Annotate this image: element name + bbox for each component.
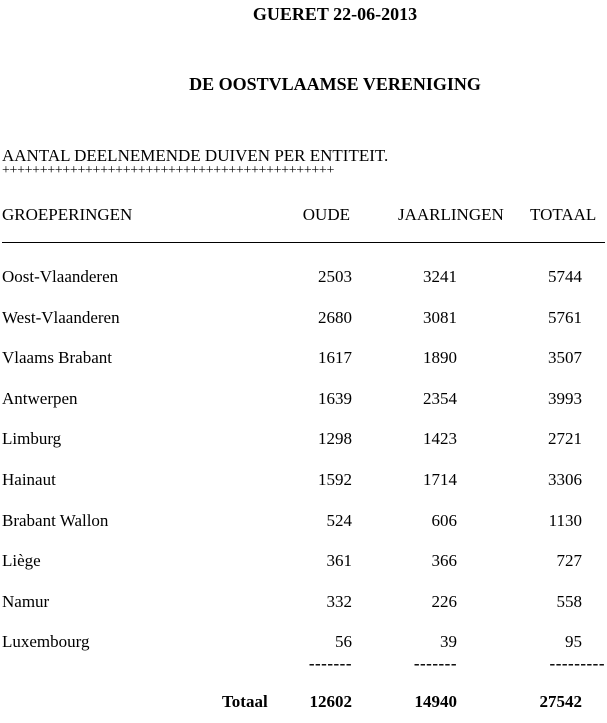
cell-groepering: Vlaams Brabant (2, 348, 112, 367)
cell-totaal: 3993 (548, 389, 582, 408)
cell-groepering: Hainaut (2, 470, 56, 489)
cell-groepering: Luxembourg (2, 632, 90, 651)
cell-oude: 2680 (318, 308, 352, 327)
cell-groepering: West-Vlaanderen (2, 308, 120, 327)
cell-totaal: 2721 (548, 429, 582, 448)
header-rule (2, 242, 605, 243)
cell-groepering: Namur (2, 592, 50, 611)
cell-totaal: 3507 (548, 348, 582, 367)
header-jaarlingen: JAARLINGEN (398, 205, 504, 224)
cell-totaal: 558 (556, 592, 582, 611)
cell-oude: 1617 (318, 348, 352, 367)
total-label: Totaal (222, 692, 268, 711)
cell-groepering: Oost-Vlaanderen (2, 267, 119, 286)
cell-jaarlingen: 606 (431, 511, 457, 530)
cell-oude: 1639 (318, 389, 352, 408)
cell-groepering: Antwerpen (2, 389, 78, 408)
cell-oude: 2503 (318, 267, 352, 286)
cell-oude: 361 (326, 551, 352, 570)
cell-groepering: Liège (2, 551, 41, 570)
cell-totaal: 5761 (548, 308, 582, 327)
cell-totaal: 1130 (548, 511, 582, 530)
cell-jaarlingen: 226 (431, 592, 457, 611)
total-jaarlingen: 14940 (414, 692, 457, 711)
cell-jaarlingen: 2354 (423, 389, 457, 408)
total-oude: 12602 (309, 692, 352, 711)
report-title: GUERET 22-06-2013 (252, 4, 418, 24)
section-heading: AANTAL DEELNEMENDE DUIVEN PER ENTITEIT. (2, 146, 389, 165)
cell-oude: 1298 (318, 429, 352, 448)
cell-jaarlingen: 39 (440, 632, 457, 651)
cell-jaarlingen: 3241 (423, 267, 457, 286)
dash-jaarlingen: ------- (413, 654, 457, 673)
cell-groepering: Brabant Wallon (2, 511, 109, 530)
cell-oude: 524 (326, 511, 352, 530)
organization-title: DE OOSTVLAAMSE VERENIGING (189, 74, 481, 94)
cell-groepering: Limburg (2, 429, 62, 448)
cell-totaal: 3306 (548, 470, 582, 489)
header-groeperingen: GROEPERINGEN (2, 205, 133, 224)
total-totaal: 27542 (539, 692, 582, 711)
cell-totaal: 95 (565, 632, 582, 651)
cell-oude: 332 (326, 592, 352, 611)
cell-jaarlingen: 3081 (423, 308, 457, 327)
cell-jaarlingen: 1423 (423, 429, 457, 448)
cell-jaarlingen: 366 (431, 551, 457, 570)
dash-totaal: --------- (549, 654, 605, 673)
cell-oude: 1592 (318, 470, 352, 489)
dash-oude: ------- (308, 654, 352, 673)
cell-totaal: 727 (556, 551, 582, 570)
cell-jaarlingen: 1714 (423, 470, 457, 489)
plus-separator: ++++++++++++++++++++++++++++++++++++++++++++ (2, 163, 335, 178)
cell-totaal: 5744 (548, 267, 582, 286)
header-oude: OUDE (302, 205, 350, 224)
cell-jaarlingen: 1890 (423, 348, 457, 367)
header-totaal: TOTAAL (530, 205, 597, 224)
cell-oude: 56 (335, 632, 352, 651)
